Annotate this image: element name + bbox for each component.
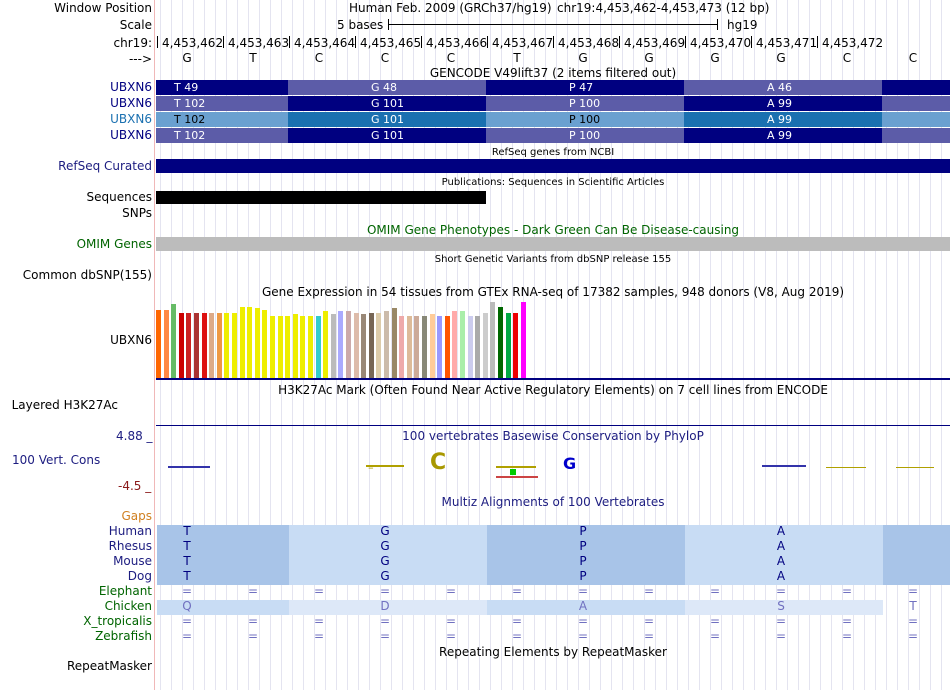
gap-mark: =	[577, 614, 589, 628]
gtex-tissue-bar[interactable]	[262, 310, 267, 378]
scale-label: Scale	[119, 18, 152, 32]
ruler-coord: 4,453,472	[822, 36, 884, 50]
ruler-coord: 4,453,464	[294, 36, 356, 50]
ruler-coord: 4,453,469	[624, 36, 686, 50]
ruler-tick	[751, 36, 752, 48]
codon-label: T 102	[174, 113, 206, 126]
omim-phenotype-bar[interactable]	[156, 237, 950, 251]
base-letter: C	[446, 51, 456, 65]
codon-label: P 100	[569, 129, 601, 142]
ruler-tick	[289, 36, 290, 48]
refseq-track-title: RefSeq genes from NCBI	[491, 147, 615, 158]
gtex-tissue-bar[interactable]	[255, 308, 260, 378]
aligned-residue: T	[183, 539, 191, 553]
species-label[interactable]: Mouse	[113, 554, 152, 568]
ruler-tick	[817, 36, 818, 48]
gap-mark: =	[577, 629, 589, 643]
species-label[interactable]: Zebrafish	[95, 629, 152, 643]
scale-bar	[388, 24, 718, 25]
gtex-tissue-bar[interactable]	[407, 316, 412, 378]
window-position-label: Window Position	[54, 1, 152, 15]
gtex-tissue-bar[interactable]	[414, 316, 419, 378]
codon-label: P 100	[569, 97, 601, 110]
base-letter: C	[314, 51, 324, 65]
cons-mark: G	[563, 454, 577, 473]
gtex-tissue-bar[interactable]	[278, 316, 283, 378]
gencode-codon-block[interactable]	[486, 96, 684, 111]
aligned-residue: P	[579, 539, 587, 553]
gap-mark: =	[709, 629, 721, 643]
gtex-baseline	[156, 378, 950, 380]
gtex-tissue-bar[interactable]	[506, 313, 511, 378]
gtex-tissue-bar[interactable]	[171, 304, 176, 378]
gencode-codon-block[interactable]	[288, 128, 486, 143]
aligned-residue: A	[776, 554, 786, 568]
aligned-residue: A	[578, 599, 588, 613]
gtex-tissue-bar[interactable]	[392, 308, 397, 378]
gtex-tissue-bar[interactable]	[224, 313, 229, 378]
codon-label: T 102	[174, 97, 206, 110]
base-letter: G	[644, 51, 654, 65]
gencode-gene-label[interactable]: UBXN6	[110, 112, 152, 126]
gtex-tissue-bar[interactable]	[179, 313, 184, 378]
refseq-gene-bar[interactable]	[156, 159, 950, 173]
gap-mark: =	[313, 584, 325, 598]
codon-label: T 49	[174, 81, 199, 94]
gap-mark: =	[709, 614, 721, 628]
gencode-codon-block[interactable]	[882, 128, 950, 143]
ruler-tick	[157, 36, 158, 48]
species-label[interactable]: Human	[108, 524, 152, 538]
codon-label: P 100	[569, 113, 601, 126]
gencode-gene-label[interactable]: UBXN6	[110, 80, 152, 94]
omim-label[interactable]: OMIM Genes	[76, 237, 152, 251]
gtex-tissue-bar[interactable]	[376, 313, 381, 378]
gtex-tissue-bar[interactable]	[490, 302, 495, 378]
gap-mark: =	[643, 584, 655, 598]
gap-mark: =	[313, 614, 325, 628]
position-text: chr19:4,453,462-4,453,473 (12 bp)	[557, 1, 770, 15]
cons-mark	[826, 467, 866, 468]
multiz-track-title: Multiz Alignments of 100 Vertebrates	[441, 495, 665, 509]
gtex-tissue-bar[interactable]	[430, 314, 435, 378]
gtex-tissue-bar[interactable]	[369, 313, 374, 378]
gencode-track-title: GENCODE V49lift37 (2 items filtered out)	[429, 66, 677, 80]
omim-track-title: OMIM Gene Phenotypes - Dark Green Can Be Disease-causing	[366, 223, 740, 237]
cons-ymax: 4.88 _	[116, 429, 153, 443]
aligned-residue: G	[380, 524, 390, 538]
codon-label: T 102	[174, 129, 206, 142]
gap-mark: =	[379, 629, 391, 643]
h3k27ac-track-title: H3K27Ac Mark (Often Found Near Active Regulatory Elements) on 7 cell lines from ENCODE	[278, 383, 828, 397]
cons-mark: C	[430, 450, 447, 475]
cons-mark	[762, 465, 806, 467]
gtex-tissue-bar[interactable]	[308, 316, 313, 378]
base-letter: G	[182, 51, 192, 65]
gap-mark: =	[511, 629, 523, 643]
gtex-tissue-bar[interactable]	[483, 313, 488, 378]
gtex-tissue-bar[interactable]	[209, 313, 214, 378]
ruler-tick	[685, 36, 686, 48]
codon-label: G 101	[371, 97, 405, 110]
gtex-tissue-bar[interactable]	[422, 316, 427, 378]
alignment-block	[883, 570, 950, 585]
cons-mark	[496, 466, 536, 468]
gencode-codon-block[interactable]	[882, 96, 950, 111]
gap-mark: =	[841, 614, 853, 628]
gtex-tissue-bar[interactable]	[521, 302, 526, 378]
gencode-codon-block[interactable]	[156, 80, 288, 95]
gap-mark: =	[511, 614, 523, 628]
gtex-tissue-bar[interactable]	[475, 316, 480, 378]
base-letter: T	[249, 51, 257, 65]
gencode-codon-block[interactable]	[486, 80, 684, 95]
ruler-tick	[619, 36, 620, 48]
h3k27ac-label[interactable]: Layered H3K27Ac	[11, 398, 118, 412]
gtex-tissue-bar[interactable]	[452, 311, 457, 378]
aligned-residue: T	[183, 554, 191, 568]
gap-mark: =	[643, 614, 655, 628]
gencode-codon-block[interactable]	[882, 112, 950, 127]
gencode-codon-block[interactable]	[156, 128, 288, 143]
aligned-residue: P	[579, 524, 587, 538]
gencode-codon-block[interactable]	[486, 112, 684, 127]
gap-mark: =	[907, 629, 919, 643]
gencode-codon-block[interactable]	[288, 96, 486, 111]
gtex-tissue-bar[interactable]	[399, 316, 404, 378]
dbsnp-label[interactable]: Common dbSNP(155)	[22, 268, 152, 282]
gencode-gene-label[interactable]: UBXN6	[110, 96, 152, 110]
species-label[interactable]: X_tropicalis	[83, 614, 152, 628]
gencode-codon-block[interactable]	[156, 96, 288, 111]
gap-mark: =	[247, 614, 259, 628]
gtex-tissue-bar[interactable]	[361, 314, 366, 378]
aligned-residue: D	[380, 599, 390, 613]
gap-mark: =	[379, 584, 391, 598]
hg-text: hg19	[727, 18, 758, 32]
ruler-tick	[223, 36, 224, 48]
codon-label: A 46	[767, 81, 793, 94]
ruler-coord: 4,453,465	[360, 36, 422, 50]
aligned-residue: S	[777, 599, 785, 613]
cons-mark	[168, 466, 210, 468]
codon-label: G 101	[371, 113, 405, 126]
base-letter: T	[513, 51, 521, 65]
species-label[interactable]: Rhesus	[108, 539, 152, 553]
alignment-block	[883, 540, 950, 555]
ruler-tick	[355, 36, 356, 48]
gap-mark: =	[907, 614, 919, 628]
gtex-tissue-bar[interactable]	[437, 316, 442, 378]
codon-label: A 99	[767, 129, 793, 142]
gtex-tissue-bar[interactable]	[513, 313, 518, 378]
gap-mark: =	[775, 584, 787, 598]
cons-mark	[896, 467, 934, 468]
gencode-codon-block[interactable]	[882, 80, 950, 95]
base-letter: G	[776, 51, 786, 65]
base-letter: G	[578, 51, 588, 65]
publications-label[interactable]: Sequences	[86, 190, 152, 204]
aligned-residue: G	[380, 539, 390, 553]
gencode-codon-block[interactable]	[684, 128, 882, 143]
gtex-tissue-bar[interactable]	[300, 316, 305, 378]
gtex-tissue-bar[interactable]	[232, 313, 237, 378]
aligned-residue: P	[579, 554, 587, 568]
scale-text: 5 bases	[337, 18, 384, 32]
gtex-bar-chart[interactable]	[156, 300, 556, 378]
repeatmasker-label[interactable]: RepeatMasker	[66, 659, 152, 673]
h3k27ac-baseline	[156, 425, 950, 426]
cons-mark	[366, 465, 404, 467]
gencode-codon-block[interactable]	[156, 112, 288, 127]
gtex-tissue-bar[interactable]	[164, 310, 169, 378]
strand-arrow-label[interactable]: --->	[128, 52, 152, 66]
gap-mark: =	[445, 629, 457, 643]
aligned-residue: A	[776, 524, 786, 538]
base-letter: C	[908, 51, 918, 65]
gtex-tissue-bar[interactable]	[354, 313, 359, 378]
alignment-block	[883, 525, 950, 540]
gap-mark: =	[379, 614, 391, 628]
assembly-text: Human Feb. 2009 (GRCh37/hg19)	[349, 1, 552, 15]
aligned-residue: T	[183, 569, 191, 583]
gtex-tissue-bar[interactable]	[445, 316, 450, 378]
scale-bar-left-tick	[388, 19, 389, 30]
gtex-tissue-bar[interactable]	[338, 311, 343, 378]
aligned-residue: A	[776, 539, 786, 553]
publications-track-title: Publications: Sequences in Scientific Articles	[441, 177, 665, 188]
base-letter: C	[842, 51, 852, 65]
aligned-residue: Q	[182, 599, 192, 613]
ruler-coord: 4,453,468	[558, 36, 620, 50]
gtex-tissue-bar[interactable]	[384, 311, 389, 378]
gencode-codon-block[interactable]	[288, 112, 486, 127]
gap-mark: =	[181, 614, 193, 628]
ruler-coord: 4,453,471	[756, 36, 818, 50]
gtex-tissue-bar[interactable]	[217, 313, 222, 378]
cons-mark	[496, 476, 538, 478]
gtex-label[interactable]: UBXN6	[110, 333, 152, 347]
gtex-tissue-bar[interactable]	[247, 307, 252, 378]
gap-mark: =	[511, 584, 523, 598]
codon-label: P 47	[569, 81, 594, 94]
label-separator	[154, 0, 155, 690]
gap-mark: =	[775, 614, 787, 628]
gtex-tissue-bar[interactable]	[316, 316, 321, 378]
aligned-residue: G	[380, 554, 390, 568]
gtex-tissue-bar[interactable]	[323, 311, 328, 378]
gtex-tissue-bar[interactable]	[468, 316, 473, 378]
ruler-coord: 4,453,470	[690, 36, 752, 50]
gap-mark: =	[841, 629, 853, 643]
ruler-coord: 4,453,463	[228, 36, 290, 50]
gtex-tissue-bar[interactable]	[460, 311, 465, 378]
gencode-codon-block[interactable]	[684, 80, 882, 95]
base-letter: C	[380, 51, 390, 65]
chrom-label: chr19:	[113, 36, 152, 50]
ruler-tick	[487, 36, 488, 48]
gencode-gene-label[interactable]: UBXN6	[110, 128, 152, 142]
gap-mark: =	[247, 584, 259, 598]
gap-mark: =	[445, 614, 457, 628]
gtex-tissue-bar[interactable]	[270, 316, 275, 378]
gtex-tissue-bar[interactable]	[240, 307, 245, 378]
gap-mark: =	[181, 584, 193, 598]
ruler-tick	[553, 36, 554, 48]
gtex-tissue-bar[interactable]	[186, 313, 191, 378]
codon-label: G 48	[371, 81, 398, 94]
codon-label: A 99	[767, 97, 793, 110]
gap-mark: =	[577, 584, 589, 598]
gtex-tissue-bar[interactable]	[331, 314, 336, 378]
gap-mark: =	[643, 629, 655, 643]
species-label[interactable]: Elephant	[98, 584, 152, 598]
gap-mark: =	[709, 584, 721, 598]
gap-mark: =	[841, 584, 853, 598]
ruler-tick	[421, 36, 422, 48]
gtex-tissue-bar[interactable]	[194, 313, 199, 378]
snps-label[interactable]: SNPs	[122, 206, 152, 220]
ruler-coord: 4,453,467	[492, 36, 554, 50]
codon-label: A 99	[767, 113, 793, 126]
gencode-codon-block[interactable]	[486, 128, 684, 143]
gtex-track-title: Gene Expression in 54 tissues from GTEx RNA-seq of 17382 samples, 948 donors (V8, Aug 2019)	[261, 285, 845, 299]
gencode-codon-block[interactable]	[684, 96, 882, 111]
gtex-tissue-bar[interactable]	[498, 307, 503, 378]
cons-ymin: -4.5 _	[118, 479, 152, 493]
gap-mark: =	[445, 584, 457, 598]
ruler-coord: 4,453,462	[162, 36, 224, 50]
ruler-coord: 4,453,466	[426, 36, 488, 50]
aligned-residue: A	[776, 569, 786, 583]
gencode-codon-block[interactable]	[684, 112, 882, 127]
gtex-tissue-bar[interactable]	[156, 310, 161, 378]
codon-label: G 101	[371, 129, 405, 142]
alignment-block	[883, 555, 950, 570]
aligned-residue: T	[183, 524, 191, 538]
aligned-residue: G	[380, 569, 390, 583]
cons-mark	[510, 469, 516, 475]
gap-mark: =	[313, 629, 325, 643]
gap-mark: =	[181, 629, 193, 643]
publication-sequence-bar[interactable]	[156, 191, 486, 204]
gtex-tissue-bar[interactable]	[293, 314, 298, 378]
gap-mark: =	[907, 584, 919, 598]
gap-mark: =	[247, 629, 259, 643]
gtex-tissue-bar[interactable]	[202, 313, 207, 378]
gap-mark: =	[775, 629, 787, 643]
aligned-residue: T	[909, 599, 917, 613]
repeatmasker-track-title: Repeating Elements by RepeatMasker	[439, 645, 667, 659]
species-label[interactable]: Dog	[127, 569, 152, 583]
conservation-logo	[156, 448, 950, 483]
scale-bar-right-tick	[717, 19, 718, 30]
refseq-label[interactable]: RefSeq Curated	[58, 159, 152, 173]
gtex-tissue-bar[interactable]	[346, 311, 351, 378]
gtex-tissue-bar[interactable]	[285, 316, 290, 378]
cons-label[interactable]: 100 Vert. Cons	[12, 453, 101, 467]
species-label[interactable]: Chicken	[104, 599, 152, 613]
gaps-label[interactable]: Gaps	[121, 509, 152, 523]
cons-track-title: 100 vertebrates Basewise Conservation by PhyloP	[402, 429, 704, 443]
dbsnp-track-title: Short Genetic Variants from dbSNP release 155	[434, 254, 672, 265]
gencode-codon-block[interactable]	[288, 80, 486, 95]
aligned-residue: P	[579, 569, 587, 583]
base-letter: G	[710, 51, 720, 65]
